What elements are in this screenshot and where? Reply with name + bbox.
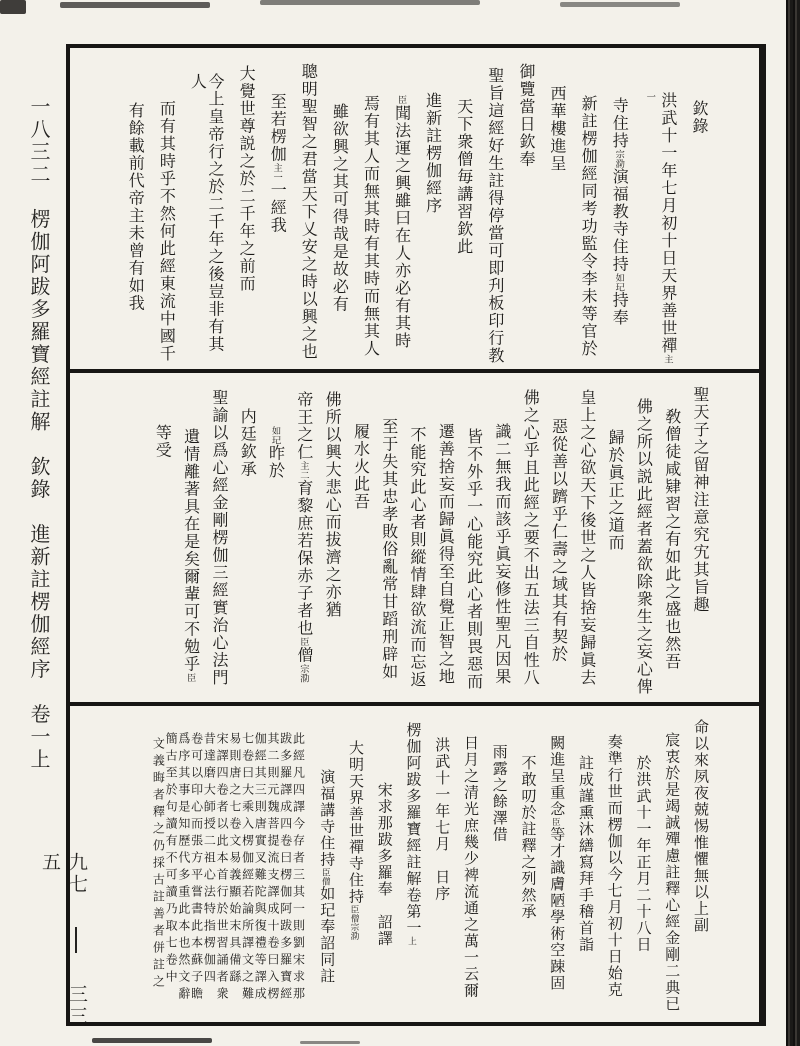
text-column [254,732,266,1018]
scan-smudge-top-1 [60,2,210,8]
text-column [209,389,226,698]
text-column [690,386,707,698]
text-column [294,391,311,698]
text-column [577,389,594,698]
column-text: 昔達磨大師授二祖心法特指楞伽四 [202,732,217,987]
text-column [237,65,255,365]
small-annotation-text: 主一 [271,163,282,182]
text-column [299,63,317,365]
column-text: 命以來夙夜兢惕惟懼無以上副 [692,719,708,934]
column-text: 天下衆僧毎講習欽此 [454,98,472,256]
scan-smudge-bottom-1 [92,1038,212,1043]
text-column [663,732,679,1018]
column-text: 佛之心乎且此經之要不出五法三自性八 [521,389,539,687]
preface-heading [423,92,441,365]
column-text: 持奉 [610,291,628,327]
column-text: 識二無我而該乎眞妄修性聖凡因果 [492,423,510,686]
column-text: 佛所以興大悲心而拔濟之亦猶 [323,391,341,619]
column-text: 昨於 [266,444,284,480]
small-annotation-text: 如玘 [613,273,624,292]
text-column [579,95,597,365]
column-text: 註成謹熏沐繕寫拜手稽首詣 [577,755,593,953]
text-column [392,95,410,365]
column-text: 新註楞伽經同考功監令李未等官於 [579,95,597,358]
column-text: 遷善捨妄而歸眞得至自覺正智之地 [436,423,454,686]
small-annotation-text: 宗泐 [613,149,624,169]
text-column [547,85,565,365]
text-column [280,732,292,1018]
column-text: 其二則元魏菩提流支譯成十卷曰入楞 [266,732,281,1004]
column-text: 今上皇帝行之於二千年之後豈非有其人 [188,73,223,353]
column-text: 佛之所以説此經者蓋欲除衆生之妄心俾 [634,398,652,696]
column-text: 大覺世尊説之於二千年之前而 [237,65,255,293]
text-column [492,423,509,698]
column-text: 聖天子之留神注意究宄其旨趣 [691,386,708,614]
text-column [641,92,676,365]
section-imperial-record [70,48,759,373]
book-gutter-shadow [786,0,800,1046]
column-text: 聖旨這經好生註得停當可即刋板印行教 [485,67,503,365]
column-text: 闕進呈重念 [548,735,565,818]
column-text: 僧 [294,646,312,664]
column-text: 雖欲興之其可得哉是故必有 [330,103,348,313]
small-annotation-text: 宗泐 [350,922,360,940]
column-text: 卷可以印心而張方平嘗書此本蘇子瞻 [189,732,204,1004]
text-column [433,737,449,1018]
column-text: 簡古至於句讀有不可讀乃取七卷中 [164,732,179,987]
text-column [267,732,279,1018]
column-text: 演福教寺住持 [610,168,628,274]
text-column [216,732,228,1018]
volume-title [404,722,420,1018]
column-text: 等受 [153,424,171,459]
text-column [464,428,481,698]
column-text: 日月之清光庶幾少裨流通之萬一云爾 [462,735,478,999]
text-column [153,424,170,698]
column-text: 履水火此吾 [351,423,369,511]
scan-smudge-top-3 [560,2,680,7]
text-column [241,732,253,1018]
column-text: 育黎庶若保赤子者也 [294,479,312,638]
small-annotation-text: 臣 [551,817,562,827]
text-column [634,755,650,1018]
small-annotation-text: 臣 [184,673,195,683]
column-text: 皆不外乎一心能究此心者則畏惡而 [464,428,482,691]
text-column [229,732,241,1018]
text-column [662,408,679,698]
small-annotation-text: 臣 [395,95,406,105]
text-column [375,782,391,1018]
text-column [178,732,190,1018]
column-text: 奏準行世而楞伽以今七月初十日始克 [605,734,622,998]
margin-volume-info: 一八三二 楞伽阿跋多羅寶經註解 欽錄 進新註楞伽經序 卷一上 [27,96,49,771]
text-column [520,389,537,698]
column-text: 進新註楞伽經序 [423,92,441,215]
text-column [436,423,453,698]
text-column [181,428,198,698]
column-text: 宋求那跋多羅奉 詔譯 [375,782,392,947]
column-text: 洪武十一年七月 日序 [433,737,450,902]
text-column [152,737,164,1018]
scan-smudge-bottom-2 [300,1041,360,1044]
column-text: 大明天界善世禪寺住持 [347,740,363,905]
section-colophon-and-notes [70,706,759,1022]
text-column [165,732,177,1018]
column-text: 等才識膚陋學術空踈固 [548,826,565,992]
column-text: 聰明聖智之君當天下乂安之時以興之也 [299,63,317,361]
column-text: 爲序其事是知歷代多重此本也然文辭 [176,732,191,1004]
column-text: 欽錄 [690,100,707,135]
text-column [490,744,506,1018]
text-column [549,418,566,698]
text-column [605,429,622,698]
text-column [203,732,215,1018]
text-column [576,755,592,1018]
text-column [548,735,564,1018]
column-text: 洪武十一年七月初十日天界善世禪 [658,92,676,355]
column-text: 宋譯四卷者以此本首行於世習誦者衆 [215,732,230,1004]
small-annotation-text: 臣僧 [321,868,332,886]
column-text: 此經凡四譯今存者三其一則劉宋求那 [291,732,306,1004]
column-text: 雨露之餘澤借 [490,744,507,843]
text-column [351,423,368,698]
column-text: 内廷欽承 [238,408,256,478]
text-column [346,740,362,1018]
column-text: 聞法運之興雖曰在人亦必有其時 [392,104,410,350]
text-column [516,63,534,365]
text-column [379,418,396,698]
qinlu-heading [689,100,707,365]
text-column [292,732,304,1018]
text-column [268,93,286,365]
small-annotation-text: 主二 [297,461,308,480]
small-annotation-text: 臣 [297,637,308,647]
text-column [237,408,254,698]
column-text: 至于失其忠孝敗俗亂常甘蹈刑辟如 [379,418,397,681]
column-text: 而有其時乎不然何此經東流中國千 [157,100,175,363]
column-text: 御覽當日欽奉 [516,63,534,168]
column-text: 如玘奉詔同註 [318,885,335,985]
small-annotation-text: 如玘 [269,426,280,445]
column-text: 宸衷於是竭誠殫慮註釋心經金剛二典已 [663,732,680,1013]
column-text: 帝王之仁 [294,391,312,461]
small-annotation-text: 上 [407,936,418,946]
page-frame [66,44,766,1026]
column-text: 文義晦者釋之仍採古註善者併註之 [151,737,166,992]
column-text: 易則唐之七卷文易義顯始末具備繇 [227,732,242,987]
column-text: 遺情離著具在是矣爾輩可不勉乎 [181,428,199,673]
text-column [634,398,651,698]
text-column [361,95,379,365]
column-text: 伽經其三則唐實叉難陀與復禮等譯成 [253,732,268,1004]
page-number-top: 九七 [66,852,87,896]
column-text: 跋多羅譯成四卷曰楞伽阿跋多羅寶經 [278,732,293,1004]
small-annotation-text: 主一 [644,92,672,364]
text-column [610,97,628,365]
column-text: 惡從善以躋乎仁壽之域其有契於 [549,418,567,663]
column-text: 焉有其人而無其時有其時而無其人 [361,95,379,358]
column-text: 不能究此心者則縱情肆欲流而忘返 [408,426,426,689]
page-number-bottom: 三三五 [39,852,87,1028]
text-column [330,103,348,365]
text-column [519,755,535,1018]
text-column [322,391,339,698]
column-text: 楞伽阿跋多羅寶經註解卷第一 [404,722,421,937]
small-annotation-text: 宗泐 [297,663,308,683]
column-text: 西華樓進呈 [548,85,566,173]
scan-smudge-top-left [0,0,26,14]
text-column [188,73,223,365]
column-text: 有餘載前代帝主未曾有如我 [126,102,144,312]
column-text: 敎僧徒咸肄習之有如此之盛也然吾 [662,408,680,671]
text-column [266,426,283,698]
scan-smudge-top-2 [260,0,480,5]
column-text: 演福講寺住持 [318,769,335,868]
text-column [485,67,503,365]
text-column [454,98,472,365]
text-column [318,769,334,1018]
text-column [126,102,144,365]
column-text: 皇上之心欲天下後世之人皆捨妄歸眞去 [577,389,595,687]
column-text: 不敢叨於註釋之列然承 [519,755,536,920]
text-column [691,719,707,1018]
column-text: 七卷曰大乘入楞伽經若論所譯文之難 [240,732,255,1004]
text-column [157,100,175,365]
text-column [605,734,621,1018]
column-text: 寺住持 [610,97,628,150]
small-annotation-text: 臣僧 [350,905,360,923]
column-text: 歸於眞正之道而 [606,429,624,552]
column-text: 於洪武十一年正月二十八日 [634,755,651,953]
column-text: 一經我 [268,181,286,235]
column-text: 聖諭以爲心經金剛楞伽三經實治心法門 [209,389,227,687]
text-column [461,735,477,1018]
section-preface-body [70,373,759,706]
column-text: 至若楞伽 [268,93,286,163]
text-column [407,426,424,698]
text-column [190,732,202,1018]
